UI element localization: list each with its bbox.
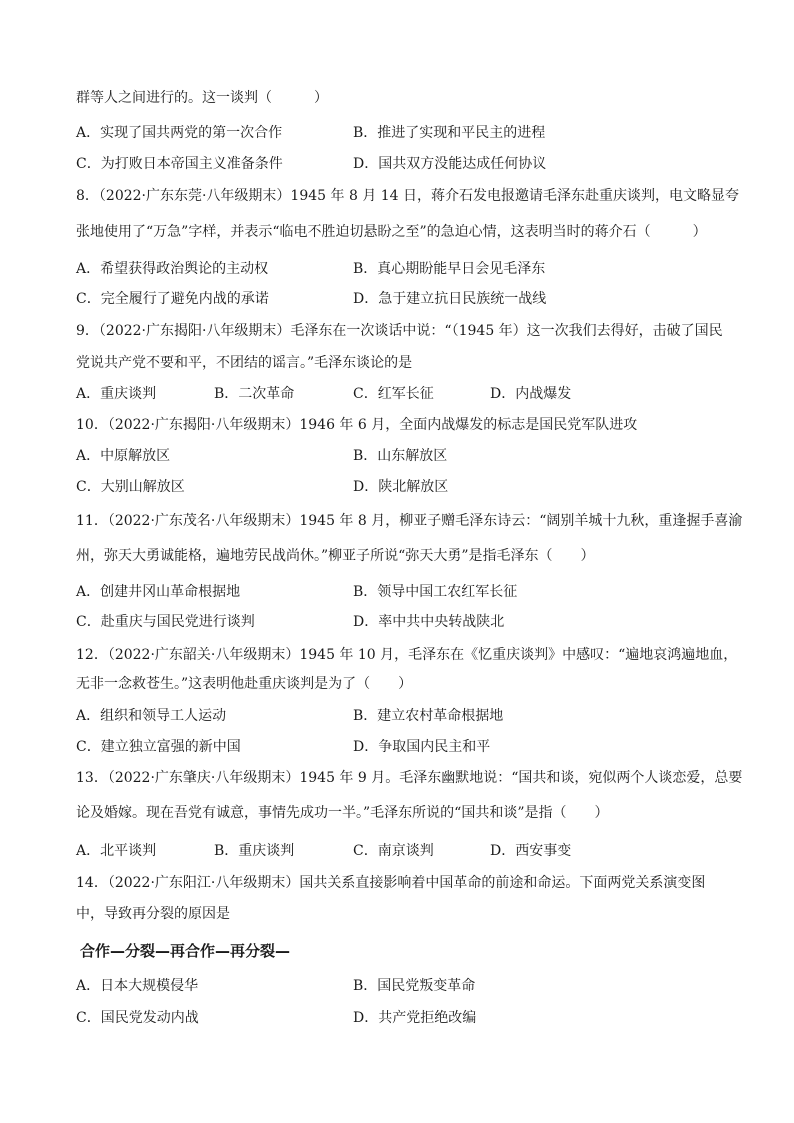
q11-option-d: D．率中共中央转战陕北 <box>353 614 505 630</box>
q11-option-b: B．领导中国工农红军长征 <box>353 584 518 600</box>
q9-option-b: B．二次革命 <box>214 386 295 402</box>
q9-option-c: C．红军长征 <box>353 386 434 402</box>
q7-option-d: D．国共双方没能达成任何协议 <box>353 156 547 172</box>
q10-option-a: A．中原解放区 <box>76 448 171 464</box>
q9-option-d: D．内战爆发 <box>490 386 572 402</box>
q8-stem-line1: 8．（2022·广东东莞·八年级期末）1945 年 8 月 14 日，蒋介石发电报邀请毛泽东赴重庆谈判，电文略显夸 <box>76 188 740 204</box>
q10-option-c: C．大别山解放区 <box>76 479 185 495</box>
q9-stem-line2: 党说共产党不要和平，不团结的谣言。”毛泽东谈论的是 <box>76 355 413 371</box>
q10-option-d: D．陕北解放区 <box>353 479 449 495</box>
q11-option-a: A．创建井冈山革命根据地 <box>76 584 241 600</box>
q12-option-d: D．争取国内民主和平 <box>353 739 491 755</box>
q12-option-a: A．组织和领导工人运动 <box>76 708 227 724</box>
q12-option-b: B．建立农村革命根据地 <box>353 708 504 724</box>
q13-option-a: A．北平谈判 <box>76 843 157 859</box>
q13-stem-line2: 论及婚嫁。现在吾党有诚意，事情先成功一半。”毛泽东所说的“国共和谈”是指（ ） <box>76 805 609 821</box>
q13-option-b: B．重庆谈判 <box>214 843 295 859</box>
q12-stem-line2: 无非一念救苍生。”这表明他赴重庆谈判是为了（ ） <box>76 676 413 692</box>
q14-relationship-diagram: 合作—分裂—再合作—再分裂— <box>80 942 291 960</box>
q13-option-d: D．西安事变 <box>490 843 572 859</box>
q14-option-c: C．国民党发动内战 <box>76 1010 199 1026</box>
q14-option-b: B．国民党叛变革命 <box>353 978 476 994</box>
q14-option-d: D．共产党拒绝改编 <box>353 1010 477 1026</box>
q7-stem: 群等人之间进行的。这一谈判（ ） <box>76 90 328 106</box>
q7-option-c: C．为打败日本帝国主义准备条件 <box>76 156 283 172</box>
q12-stem-line1: 12．（2022·广东韶关·八年级期末）1945 年 10 月，毛泽东在《忆重庆谈判》中感叹：“遍地哀鸿遍地血， <box>76 647 738 663</box>
q14-option-a: A．日本大规模侵华 <box>76 978 199 994</box>
q8-stem-line2: 张地使用了“万急”字样，并表示“临电不胜迫切悬盼之至”的急迫心情，这表明当时的蒋介石（ ） <box>76 224 707 240</box>
q7-option-b: B．推进了实现和平民主的进程 <box>353 125 546 141</box>
q14-stem-line2: 中，导致再分裂的原因是 <box>76 906 230 922</box>
q7-option-a: A．实现了国共两党的第一次合作 <box>76 125 283 141</box>
q8-option-c: C．完全履行了避免内战的承诺 <box>76 291 269 307</box>
q13-stem-line1: 13．（2022·广东肇庆·八年级期末）1945 年 9 月。毛泽东幽默地说：“国共和谈，宛似两个人谈恋爱，总要 <box>76 770 743 786</box>
q11-stem-line2: 州，弥天大勇诚能格，遍地劳民战尚休。”柳亚子所说“弥天大勇”是指毛泽东（ ） <box>76 548 595 564</box>
q13-option-c: C．南京谈判 <box>353 843 434 859</box>
q9-option-a: A．重庆谈判 <box>76 386 157 402</box>
q14-stem-line1: 14．（2022·广东阳江·八年级期末）国共关系直接影响着中国革命的前途和命运。下面两党关系演变图 <box>76 875 706 891</box>
q12-option-c: C．建立独立富强的新中国 <box>76 739 241 755</box>
q10-stem: 10．（2022·广东揭阳·八年级期末）1946 年 6 月，全面内战爆发的标志是国民党军队进攻 <box>76 417 638 433</box>
q10-option-b: B．山东解放区 <box>353 448 448 464</box>
q8-option-a: A．希望获得政治舆论的主动权 <box>76 261 269 277</box>
q8-option-d: D．急于建立抗日民族统一战线 <box>353 291 547 307</box>
q11-stem-line1: 11．（2022·广东茂名·八年级期末）1945 年 8 月，柳亚子赠毛泽东诗云：“阔别羊城十九秋，重逢握手喜渝 <box>76 513 743 529</box>
q9-stem-line1: 9．（2022·广东揭阳·八年级期末）毛泽东在一次谈话中说：“（1945 年）这一次我们去得好，击破了国民 <box>76 323 723 339</box>
q11-option-c: C．赴重庆与国民党进行谈判 <box>76 614 255 630</box>
q8-option-b: B．真心期盼能早日会见毛泽东 <box>353 261 546 277</box>
